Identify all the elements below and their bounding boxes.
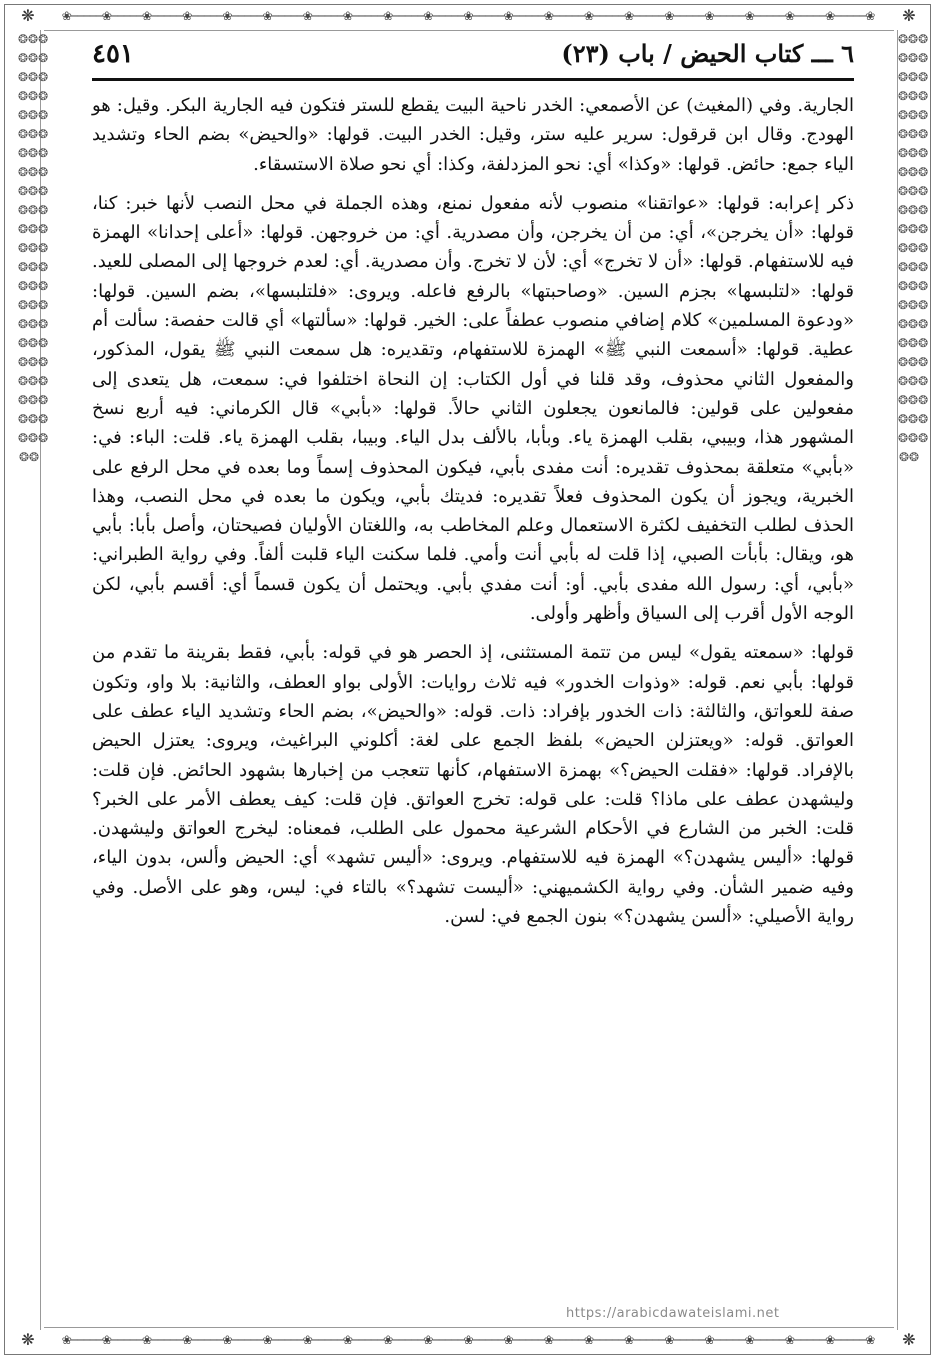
watermark-url: https://arabicdawateislami.net [566, 1306, 780, 1321]
ornamental-border-top: ❀─────❀─────❀─────❀─────❀─────❀─────❀─────❀─────❀─────❀─────❀─────❀─────❀─────❀─────❀─────❀─────❀─────❀─────❀─────❀─────❀ [61, 9, 875, 23]
page-header [92, 34, 854, 81]
paragraph-2: ذكر إعرابه: قولها: «عواتقنا» منصوب لأنه مفعول نمنع، وهذه الجملة في محل النصب لأنها خبر: كنا، قولها: «أن يخرجن»، أي: من أن يخرجن، وأن مصدرية. أي: من خروجهن. قولها: «أعلى إحدانا» الهمزة فيه للاستفهام. قولها: «أن لا تخرج» أي: لأن لا تخرج. وأن مصدرية. أي: لعدم خروجها إلى المصلى للعيد. قولها: «لتلبسها» بجزم السين. «وصاحبتها» بالرفع فاعله. ويروى: «فلتلبسها»، بضم السين. قولها: «ودعوة المسلمين» كلام إضافي منصوب عطفاً على: الخير. قولها: «سألتها» أي قالت حفصة: سألت أم عطية. قولها: «أسمعت النبي ﷺ» الهمزة للاستفهام، وتقديره: هل سمعت النبي ﷺ يقول، المذكور، والمفعول الثاني محذوف، وقد قلنا في أول الكتاب: إن النحاة اختلفوا في: سمعت، هل يتعدى إلى مفعولين على قولين: فالمانعون يجعلون الثاني حالاً. قولها: «بأبي» قال الكرماني: فيه أربع نسخ المشهور هذا، وبيبي، بقلب الهمزة ياء. وبأبا، بالألف بدل الياء. وبيبا، بقلب الهمزة ياء. قلت: الباء: في: «بأبي» متعلقة بمحذوف تقديره: أنت مفدى بأبي، فيكون المحذوف إسماً وما بعده في محل الرفع على الخبرية، ويجوز أن يكون المحذوف فعلاً تقديره: فديتك بأبي، ويكون ما بعده في محل النصب، وهذا الحذف لطلب التخفيف لكثرة الاستعمال وعلم المخاطب به، واللغتان الأوليان فصيحتان، وأصل بأبا: بأبي هو، ويقال: بأبأت الصبي، إذا قلت له بأبي أنت وأمي. فلما سكنت الياء قلبت ألفاً. وفي رواية الطبراني: «بأبي، أي: رسول الله مفدى بأبي. أو: أنت مفدي بأبي. ويحتمل أن يكون قسماً أي: أقسم بأبي، لكن الوجه الأول أقرب إلى السياق وأظهر وأولى. [92, 192, 854, 625]
corner-ornament-bottom-left: ❋ [21, 1330, 35, 1349]
corner-ornament-bottom-right: ❋ [902, 1330, 916, 1349]
page-number: ٤٥١ [92, 39, 134, 69]
corner-ornament-top-right: ❋ [902, 6, 916, 25]
paragraph-1: الجارية. وفي (المغيث) عن الأصمعي: الخدر ناحية البيت يقطع للستر فتكون فيه الجارية البكر. وقيل: هو الهودج. وقال ابن قرقول: سرير عليه ستر، وقيل: الخدر البيت. قولها: «والحيض» بضم الحاء وتشديد الياء جمع: حائض. قولها: «وكذا» أي: نحو المزدلفة، وكذا: أي نحو صلاة الاستسقاء. [92, 95, 854, 175]
ornamental-border-right: ❂︎❂︎❂︎❂︎❂︎❂︎❂︎❂︎❂︎❂︎❂︎❂︎❂︎❂︎❂︎❂︎❂︎❂︎❂︎❂︎❂︎❂︎❂︎❂︎❂︎❂︎❂︎❂︎❂︎❂︎❂︎❂︎❂︎❂︎❂︎❂︎❂︎❂︎❂︎❂︎❂︎❂︎❂︎❂︎❂︎❂︎❂︎❂︎❂︎❂︎❂︎❂︎❂︎❂︎❂︎❂︎❂︎❂︎❂︎❂︎❂︎❂︎❂︎❂︎❂︎❂︎❂︎❂︎ [897, 30, 920, 1330]
corner-ornament-top-left: ❋ [21, 6, 35, 25]
ornamental-border-bottom: ❀─────❀─────❀─────❀─────❀─────❀─────❀─────❀─────❀─────❀─────❀─────❀─────❀─────❀─────❀─────❀─────❀─────❀─────❀─────❀─────❀ [61, 1333, 875, 1347]
body-text [92, 91, 854, 931]
paragraph-3: قولها: «سمعته يقول» ليس من تتمة المستثنى، إذ الحصر هو في قوله: بأبي، فقط بقرينة ما تقدم من قولها: بأبي نعم. قوله: «وذوات الخدور» فيه ثلاث روايات: الأولى بواو العطف، والثانية: بلا واو، وتكون صفة للعواتق، والثالثة: ذات الخدور بإفراد: ذات. قوله: «والحيض»، بضم الحاء وتشديد الياء عطف على العواتق. قوله: «ويعتزلن الحيض» بلفظ الجمع على لغة: أكلوني البراغيث، ويروى: يعتزل الحيض بالإفراد. قولها: «فقلت الحيض؟» بهمزة الاستفهام، كأنها تتعجب من إخبارها بشهود الحائض. فإن قلت: وليشهدن عطف على ماذا؟ قلت: على قوله: تخرج العواتق. فإن قلت: كيف يعطف الأمر على الخبر؟ قلت: الخبر من الشارع في الأحكام الشرعية محمول على الطلب، فمعناه: ليخرج العواتق وليشهدن. قولها: «أليس يشهدن؟» الهمزة فيه للاستفهام. ويروى: «أليس تشهد» أي: الحيض وألس، بدون الياء، وفيه ضمير الشأن. وفي رواية الكشميهني: «أليست تشهد؟» بالتاء في: ليس، وهو على الأصل. وفي رواية الأصيلي: «ألسن يشهدن؟» بنون الجمع في: لسن. [92, 642, 855, 928]
ornamental-border-left: ❂︎❂︎❂︎❂︎❂︎❂︎❂︎❂︎❂︎❂︎❂︎❂︎❂︎❂︎❂︎❂︎❂︎❂︎❂︎❂︎❂︎❂︎❂︎❂︎❂︎❂︎❂︎❂︎❂︎❂︎❂︎❂︎❂︎❂︎❂︎❂︎❂︎❂︎❂︎❂︎❂︎❂︎❂︎❂︎❂︎❂︎❂︎❂︎❂︎❂︎❂︎❂︎❂︎❂︎❂︎❂︎❂︎❂︎❂︎❂︎❂︎❂︎❂︎❂︎❂︎❂︎❂︎❂︎ [18, 30, 41, 1330]
running-title: ٦ ـــ كتاب الحيض / باب (٢٣) [561, 39, 854, 68]
